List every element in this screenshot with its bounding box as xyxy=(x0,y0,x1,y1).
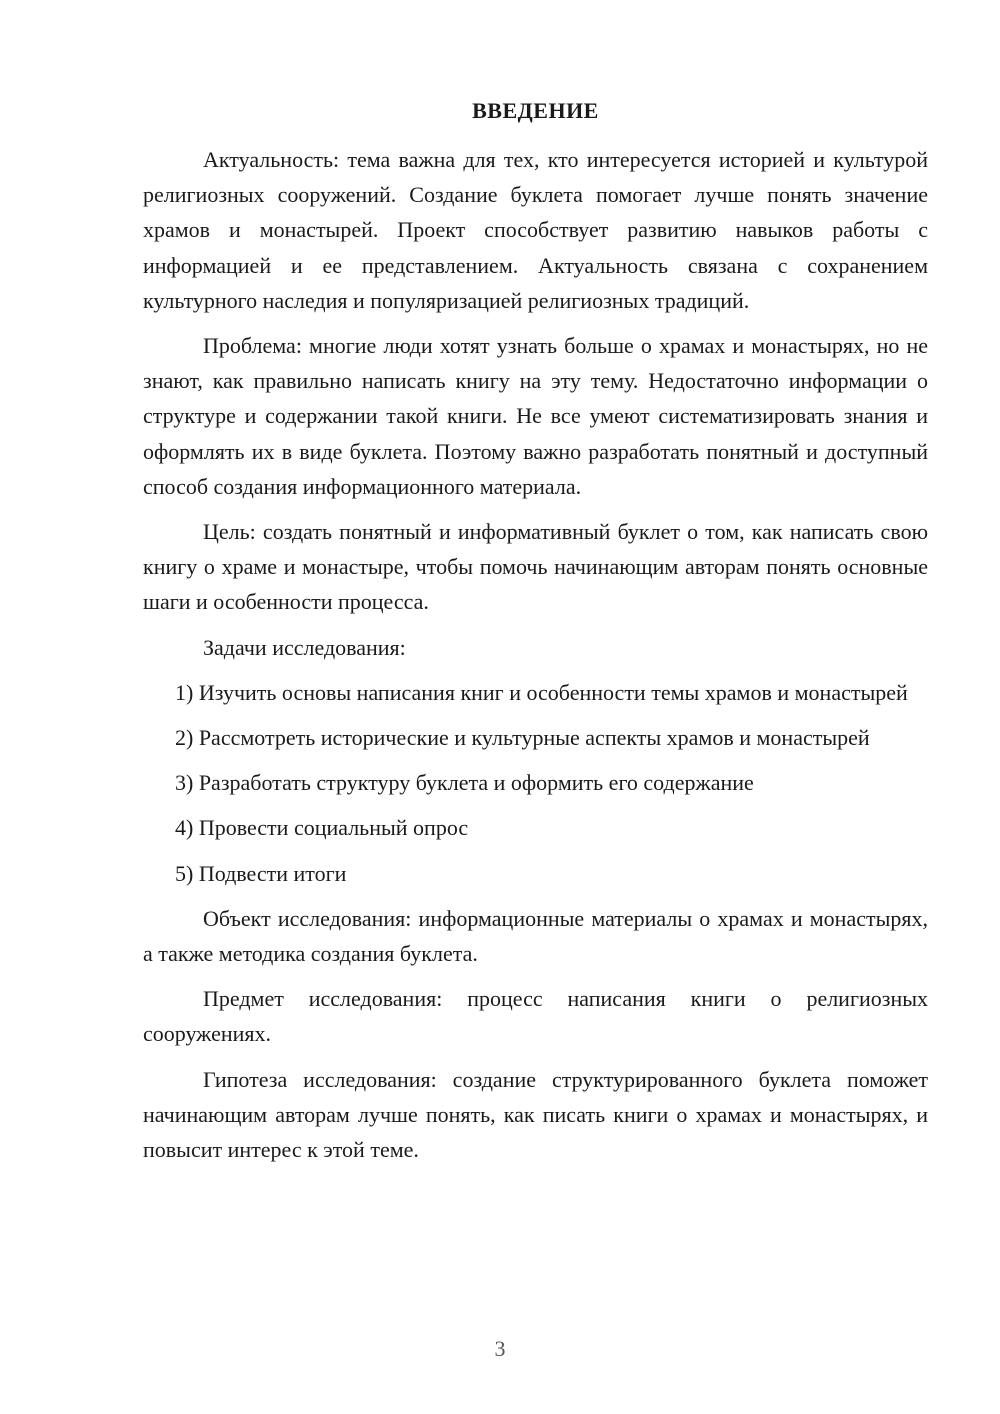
tasks-heading: Задачи исследования: xyxy=(203,634,406,660)
problem-paragraph: Проблема: многие люди хотят узнать больше о храмах и монастырях, но не знают, как правильно написать книгу на эту тему. Недостаточно информации о структуре и содержании такой книги. Не все умеют систематизировать знания и оформлять их в виде буклета. Поэтому важно разработать понятный и доступный способ создания информационного материала. xyxy=(143,333,928,499)
relevance-paragraph: Актуальность: тема важна для тех, кто интересуется историей и культурой религиозных сооружений. Создание буклета помогает лучше понять значение храмов и монастырей. Проект способствует развитию навыков работы с информацией и ее представлением. Актуальность связана с сохранением культурного наследия и популяризацией религиозных традиций. xyxy=(143,147,928,313)
page-number: 3 xyxy=(494,1336,506,1361)
task-item-3: 3) Разработать структуру буклета и оформить его содержание xyxy=(175,770,754,796)
document-body xyxy=(143,142,928,1167)
goal-paragraph: Цель: создать понятный и информативный буклет о том, как написать свою книгу о храме и монастыре, чтобы помочь начинающим авторам понять основные шаги и особенности процесса. xyxy=(143,519,928,615)
object-paragraph: Объект исследования: информационные материалы о храмах и монастырях, а также методика создания буклета. xyxy=(143,905,928,967)
subject-paragraph: Предмет исследования: процесс написания книги о религиозных сооружениях. xyxy=(143,986,928,1047)
task-item-1: 1) Изучить основы написания книг и особенности темы храмов и монастырей xyxy=(175,679,908,705)
task-item-4: 4) Провести социальный опрос xyxy=(175,815,469,841)
task-item-5: 5) Подвести итоги xyxy=(175,860,347,886)
hypothesis-paragraph: Гипотеза исследования: создание структурированного буклета поможет начинающим авторам лучше понять, как писать книги о храмах и монастырях, и повысит интерес к этой теме. xyxy=(143,1066,928,1163)
task-item-2: 2) Рассмотреть исторические и культурные аспекты храмов и монастырей xyxy=(175,725,870,751)
section-title: ВВЕДЕНИЕ xyxy=(472,98,599,123)
